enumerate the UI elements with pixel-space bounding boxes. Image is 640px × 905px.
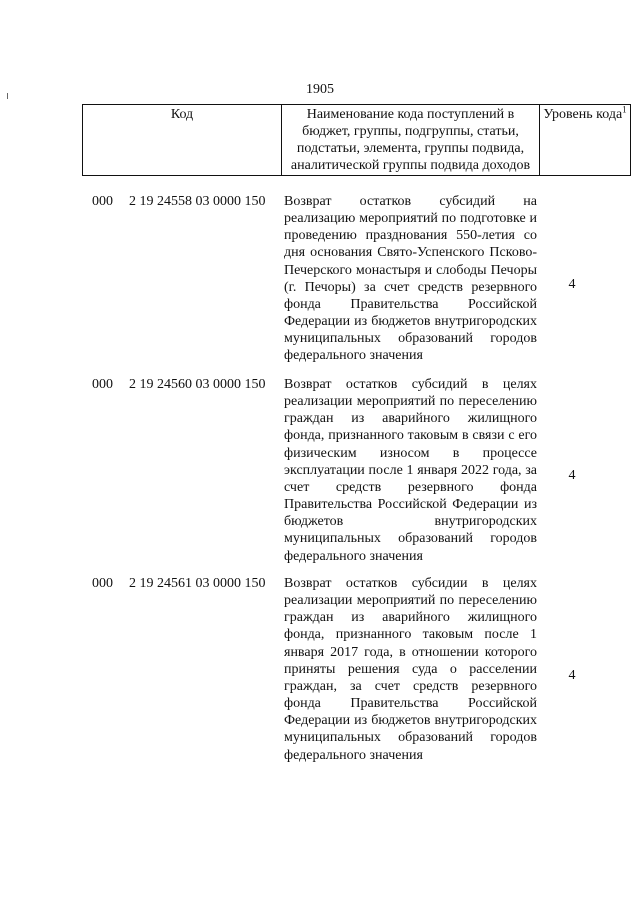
admin-code: 000	[92, 194, 113, 209]
header-code	[83, 105, 282, 176]
table-header	[82, 104, 631, 176]
footnote-marker: 1	[622, 104, 627, 115]
header-name-label: Наименование кода поступлений в бюджет, группы, подгруппы, статьи, подстатьи, элемента, группы подвида, аналитической группы подвида доходов	[290, 107, 531, 173]
code-name: Возврат остатков субсидий в целях реализации мероприятий по переселению граждан из аварийного жилищного фонда, признанного таковым в связи с его физическим износом в процессе эксплуатации после 1 января 2022 года, за счет средств резервного фонда Правительства Российской Федерации из бюджетов внутригородских муниципальных образований городов федерального значения	[284, 377, 537, 564]
header-level-label: Уровень кода	[543, 107, 623, 122]
code-level: 4	[568, 468, 576, 483]
code-name: Возврат остатков субсидий на реализацию мероприятий по подготовке и проведению празднования 550-летия со дня основания Свято-Успенского Псково-Печерского монастыря и слободы Печоры (г. Печоры) за счет средств резервного фонда Правительства Российской Федерации из бюджетов внутригородских муниципальных образований городов федерального значения	[284, 194, 537, 364]
budget-code: 2 19 24561 03 0000 150	[129, 576, 266, 591]
table-row	[82, 376, 615, 573]
header-name	[282, 105, 540, 176]
code-level: 4	[568, 277, 576, 292]
admin-code: 000	[92, 377, 113, 392]
admin-code: 000	[92, 576, 113, 591]
header-code-label: Код	[170, 107, 194, 122]
table-row	[82, 575, 615, 775]
page-number: 1905	[306, 82, 334, 97]
budget-code: 2 19 24558 03 0000 150	[129, 194, 266, 209]
code-level: 4	[568, 668, 576, 683]
code-name: Возврат остатков субсидии в целях реализации мероприятий по переселению граждан из аварийного жилищного фонда, признанного таковым после 1 января 2017 года, в отношении которого приняты решения суда о расселении граждан, за счет средств резервного фонда Правительства Российской Федерации из бюджетов внутригородских муниципальных образований городов федерального значения	[284, 576, 537, 763]
header-level	[540, 105, 631, 176]
table-row	[82, 193, 615, 373]
budget-code: 2 19 24560 03 0000 150	[129, 377, 266, 392]
